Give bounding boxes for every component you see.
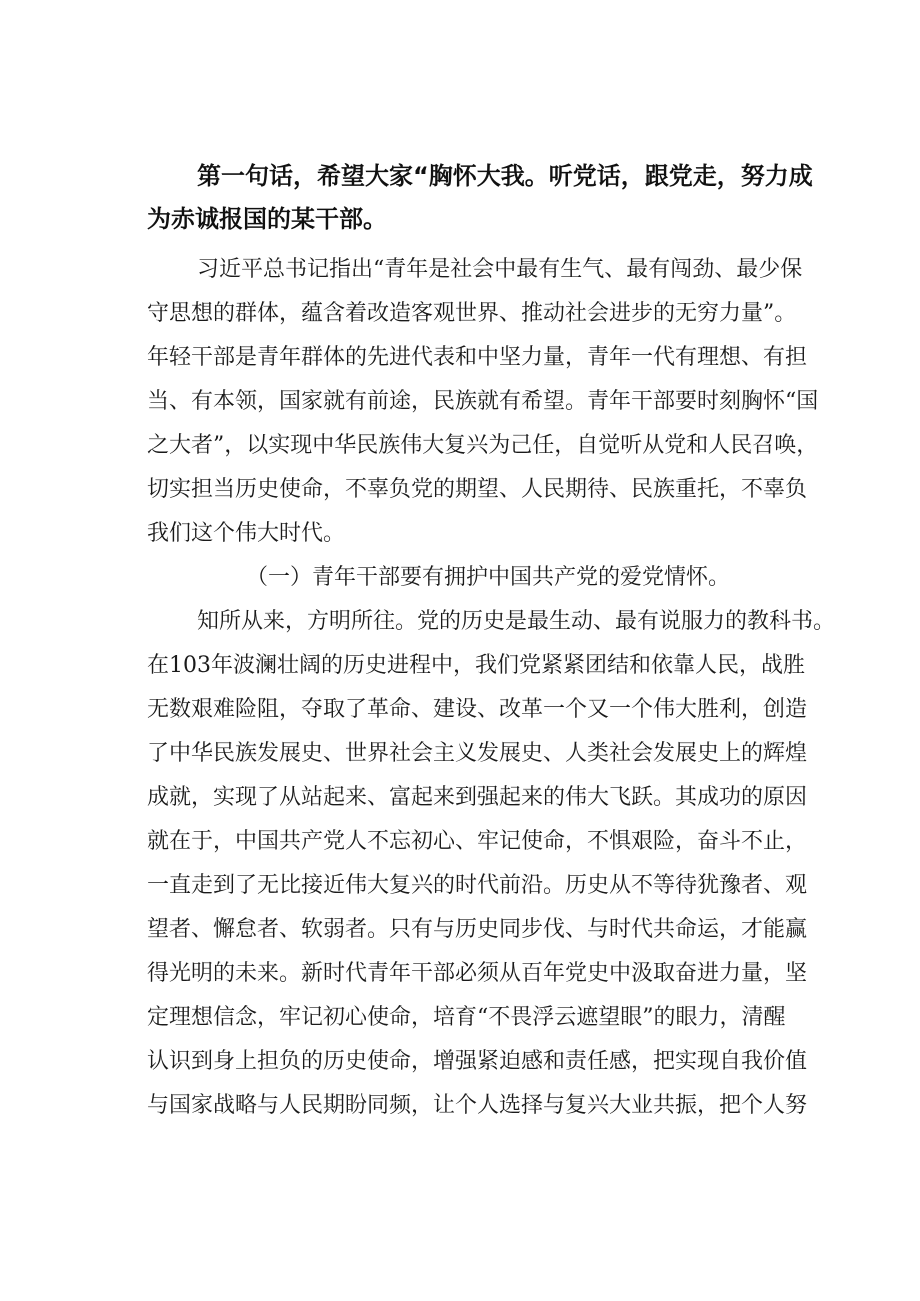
paragraph-1-line-4: 当、有本领，国家就有前途，民族就有希望。青年干部要时刻胸怀“国 xyxy=(147,389,819,414)
paragraph-2-line-6: 就在于，中国共产党人不忘初心、牢记使命，不惧艰险，奋斗不止， xyxy=(147,829,808,854)
paragraph-2-line-10: 定理想信念，牢记初心使命，培育“不畏浮云遮望眼”的眼力，清醒 xyxy=(147,1005,786,1030)
paragraph-2-line-4: 了中华民族发展史、世界社会主义发展史、人类社会发展史上的辉煌 xyxy=(147,741,808,766)
paragraph-1-line-2: 守思想的群体，蕴含着改造客观世界、推动社会进步的无穷力量”。 xyxy=(147,301,797,326)
paragraph-2-line-12: 与国家战略与人民期盼同频，让个人选择与复兴大业共振，把个人努 xyxy=(147,1093,808,1118)
paragraph-2-line-9: 得光明的未来。新时代青年干部必须从百年党史中汲取奋进力量，坚 xyxy=(147,961,808,986)
paragraph-2-line-2: 在103年波澜壮阔的历史进程中，我们党紧紧团结和依靠人民，战胜 xyxy=(147,653,805,678)
paragraph-1-line-3: 年轻干部是青年群体的先进代表和中坚力量，青年一代有理想、有担 xyxy=(147,345,808,370)
paragraph-1-line-1: 习近平总书记指出“青年是社会中最有生气、最有闯劲、最少保 xyxy=(197,257,803,282)
paragraph-2-line-11: 认识到身上担负的历史使命，增强紧迫感和责任感，把实现自我价值 xyxy=(147,1049,808,1074)
heading-line-1: 第一句话，希望大家“胸怀大我。听党话，跟党走，努力成 xyxy=(197,162,813,190)
paragraph-2-line-3: 无数艰难险阻，夺取了革命、建设、改革一个又一个伟大胜利，创造 xyxy=(147,697,808,722)
paragraph-2-line-8: 望者、懈怠者、软弱者。只有与历史同步伐、与时代共命运，才能赢 xyxy=(147,917,808,942)
paragraph-1-line-7: 我们这个伟大时代。 xyxy=(147,521,346,546)
paragraph-2-line-1: 知所从来，方明所往。党的历史是最生动、最有说服力的教科书。 xyxy=(197,609,836,634)
paragraph-1-line-5: 之大者”，以实现中华民族伟大复兴为己任，自觉听从党和人民召唤， xyxy=(147,433,819,458)
paragraph-2-line-5: 成就，实现了从站起来、富起来到强起来的伟大飞跃。其成功的原因 xyxy=(147,785,808,810)
heading-line-2: 为赤诚报国的某干部。 xyxy=(147,205,387,233)
subheading: （一）青年干部要有拥护中国共产党的爱党情怀。 xyxy=(246,565,731,590)
paragraph-1-line-6: 切实担当历史使命，不辜负党的期望、人民期待、民族重托，不辜负 xyxy=(147,477,808,502)
paragraph-2-line-7: 一直走到了无比接近伟大复兴的时代前沿。历史从不等待犹豫者、观 xyxy=(147,873,808,898)
